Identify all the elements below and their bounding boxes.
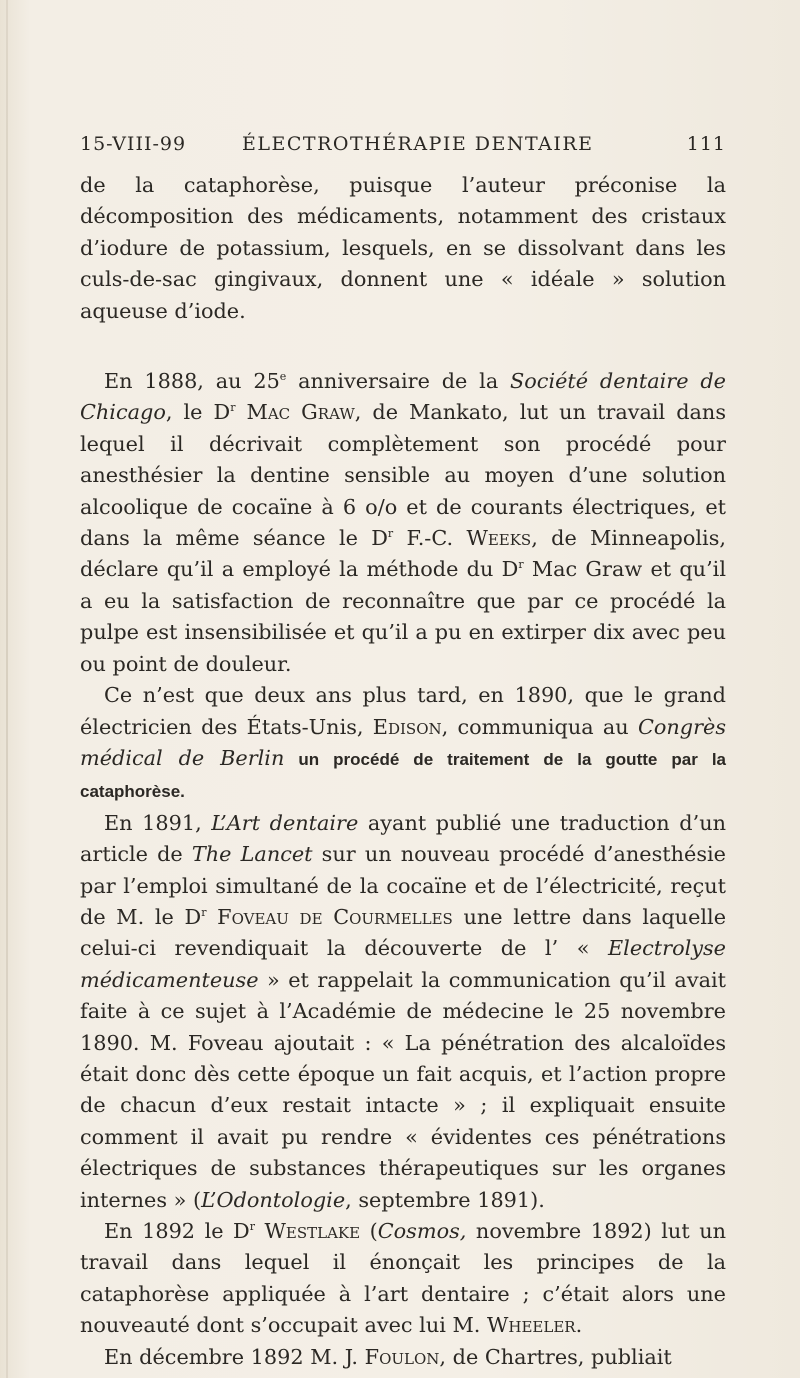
body-text [80,170,726,1373]
paragraph-5: En 1892 le $D^r$ Westlake (Cosmos, novembre 1892) lut un travail dans lequel il énonçait les principes de la cataphorèse appliquée à l’art dentaire ; c’était alors une nouveauté dont s’occupait avec lui M. Wheeler. [80,1219,726,1338]
paragraph-6: En décembre 1892 M. J. Foulon, de Chartres, publiait [104,1344,672,1369]
paragraph-1: de la cataphorèse, puisque l’auteur préconise la décomposition des médicaments, notamment des cristaux d’iodure de potassium, lesquels, en se dissolvant dans les culs-de-sac gingivaux, donnent une « idéale » solution aqueuse d’iode. [80,173,726,323]
page-number: 111 [686,133,726,155]
header-title: ÉLECTROTHÉRAPIE DENTAIRE [242,133,594,155]
paragraph-3: Ce n’est que deux ans plus tard, en 1890, que le grand électricien des États-Unis, Edison, communiqua au Congrès médical de Berlin un procédé de traitement de la goutte par la cataphorèse. [80,683,727,802]
page-spine-shadow [6,0,8,1378]
paragraph-2: En 1888, au 25e anniversaire de la Société dentaire de Chicago, le $D^r$ Mac Graw, de Mankato, lut un travail dans lequel il décrivait complètement son procédé pour anesthésier la dentine sensible au moyen d’une solution alcoolique de cocaïne à 6 o/o et de courants électriques, et dans la même séance le $D^r$ F.-C. Weeks, de Minneapolis, déclare qu’il a employé la méthode du $D^r$ Mac Graw et qu’il a eu la satisfaction de reconnaître que par ce procédé la pulpe est insensibilisée et qu’il a pu en extirper dix avec peu ou point de douleur. [80,369,726,676]
running-header [80,133,726,163]
paragraph-gap [80,327,726,366]
header-date: 15-VIII-99 [80,133,187,155]
paragraph-4: En 1891, L’Art dentaire ayant publié une traduction d’un article de The Lancet sur un nouveau procédé d’anesthésie par l’emploi simultané de la cocaïne et de l’électricité, reçut de M. le $D^r$ Foveau de Courmelles une lettre dans laquelle celui-ci revendiquait la découverte de l’ « Electrolyse médicamenteuse » et rappelait la communication qu’il avait faite à ce sujet à l’Académie de médecine le 25 novembre 1890. M. Foveau ajoutait : « La pénétration des alcaloïdes était donc dès cette époque un fait acquis, et l’action propre de chacun d’eux restait intacte » ; il expliquait ensuite comment il avait pu rendre « évidentes ces pénétrations électriques de substances thérapeutiques sur les organes internes » (L’Odontologie, septembre 1891). [80,810,726,1212]
